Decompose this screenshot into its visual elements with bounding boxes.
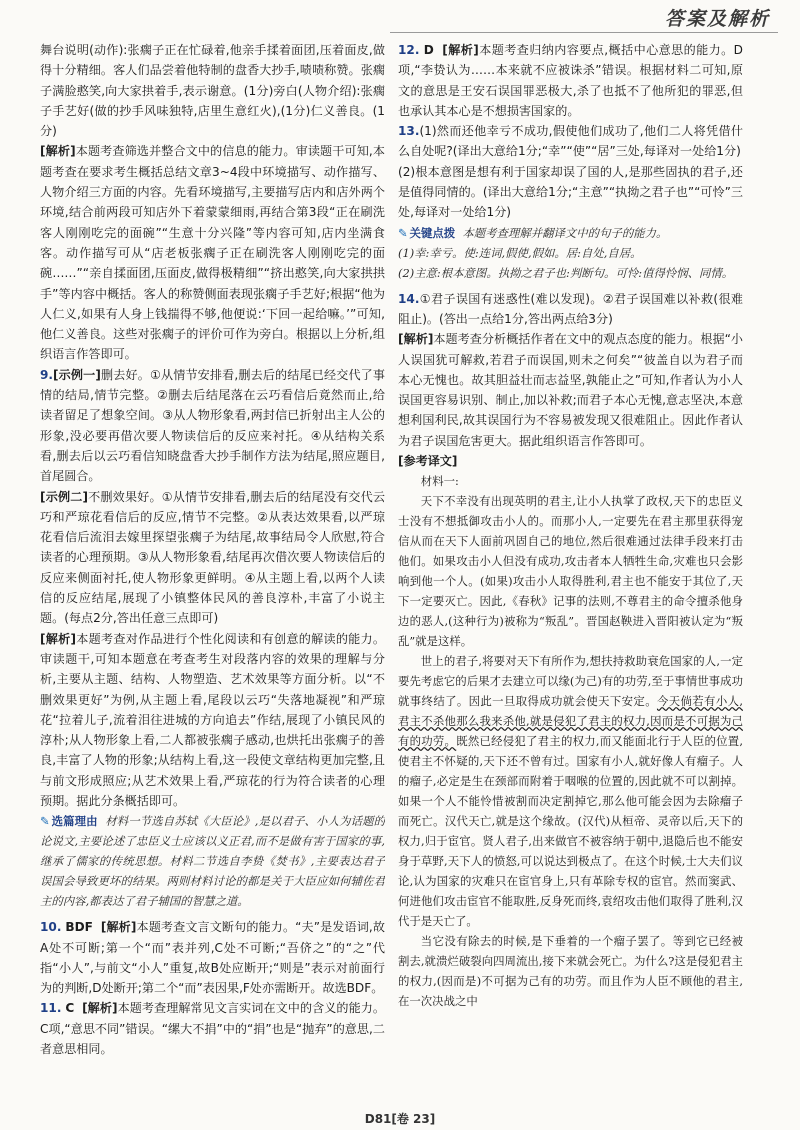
q13-answer-2: (2)根本意图是想有利于国家却误了国的人,是那些固执的君子,还是值得同情的。(译出大意给1分;“主意”“执拗之君子也”“可怜”三处,每译对一处给1分) [398,164,743,220]
material-1-label: 材料一: [420,474,459,489]
translation-paragraph-2 [398,651,743,931]
left-column [40,40,385,1095]
q13-answer-1-text: (1)然而还他幸亏不成功,假使他们成功了,他们二人将凭借什么自处呢?(译出大意给1分;“幸”“使”“居”三处,每译对一处给1分) [398,124,743,159]
selection-reason-text: 材料一节选自苏轼《大臣论》,是以君子、小人为话题的论说文,主要论述了忠臣义士应该以义正君,而不是做有害于国家的事,继承了儒家的传统思想。材料二节选自李贽《焚书》,主要表达君子误国会导致更坏的结果。两则材料讨论的都是关于大臣应如何辅佐君主的内容,都表达了君子辅国的智慧之道。 [40,814,385,909]
right-column [398,40,743,1095]
q9-example-1 [40,365,385,487]
key-point-label: 关键点拨 [409,225,456,240]
q14-analysis-text: 本题考查分析概括作者在文中的观点态度的能力。根据“小人误国犹可解救,若君子而误国,则未之何矣”“彼盖自以为君子而本心无愧也。故其胆益壮而志益坚,孰能止之”可知,作者认为小人误国更容易识别、制止,加以补救;而君子本心无愧,意志坚决,本意想利国利民,故其误国行为不容易被发现又很难阻止。因此作者认为君子误国危害更大。据此组织语言作答即可。 [398,332,743,448]
key-point-text-1: 本题考查理解并翻译文中的句子的能力。 [462,225,668,240]
page-number: D81[卷 23] [364,1112,436,1126]
q9-example-2-text: 不删效果好。①从情节安排看,删去后的结尾没有交代云巧和严琼花看信后的反应,情节不完整。②从表达效果看,以严琼花看信后流泪去嫁里探望张瘸子为结尾,故事结局令人欣慰,符合读者的心理预期。③从人物形象看,结尾再次借次要人物读信后的反应来侧面衬托,使人物形象更鲜明。④从主题上看,以两个人读信的反应结尾,展现了小镇整体民风的善良淳朴,丰富了小说主题。(每点2分,答出任意三点即可) [40,489,385,626]
header-rule [390,32,778,33]
q13-answer-1 [398,121,743,162]
q9-number: 9. [40,367,54,382]
q13-number: 13. [398,124,420,139]
analysis-tag: [解析] [82,1001,118,1016]
q8-analysis [40,141,385,364]
q11-number: 11. [40,1001,62,1016]
q14-analysis [398,329,743,451]
translation-p2-start: 世上的君子,将要对天下有所作为,想扶持救助衰危国家的人,一定要先考虑它的后果才去建立可以缘(为己)有的功劳,至于事情世事成功就事终结了。因此一旦取得成功就会使天下安定。 [398,654,743,709]
q12-analysis-text: 本题考查归纳内容要点,概括中心意思的能力。D项,“李贽认为……本来就不应被诛杀”错误。根据材料二可知,原文的意思是王安石误国罪恶极大,杀了也抵不了他所犯的罪恶,但也承认其本心是不想损害国家的。 [398,43,743,118]
q14-number: 14. [398,291,420,306]
q12-choice: D [423,43,434,57]
example-1-tag: [示例一] [53,367,101,382]
key-point-2: (1)幸:幸亏。使:连词,假使,假如。居:自处,自居。 [398,245,642,260]
q14-answer [398,289,743,330]
reference-translation-tag: [参考译文] [398,454,458,469]
q9-analysis-text: 本题考查对作品进行个性化阅读和有创意的解读的能力。审读题干,可知本题意在考查考生对段落内容的效果的理解与分析,主要从主题、结构、人物塑造、艺术效果等方面分析。以“不删效果更好”为例,从主题上看,尾段以云巧“失落地凝视”和严琼花“拉着儿子,流着泪往进城的方向追去”作结,展现了小镇民风的淳朴;从人物形象上看,二人都被张瘸子感动,也烘托出张瘸子的善良,丰富了人物的形象;从结构上看,这一段使文章结构更加完整,且与前文形成照应;从艺术效果上看,严琼花的行为符合读者的心理预期。据此分条概括即可。 [40,631,385,808]
q8-answer-tail: 舞台说明(动作):张瘸子正在忙碌着,他亲手揉着面团,压着面皮,做得十分精细。客人们品尝着他特制的盘香大抄手,啧啧称赞。张瘸子满脸憨笑,向大家拱着手,表示谢意。(1分)旁白(人物介绍):张瘸子手艺好(做的抄手风味独特,店里生意红火),(1分)仁义善良。(1分) [40,43,385,139]
q10-answer [40,917,385,998]
translation-paragraph-3: 当它没有除去的时候,是下垂着的一个瘤子罢了。等到它已经被割去,就溃烂破裂向四周流出,接下来就会死亡。为什么?这是侵犯君主的权力,(因而是)不可据为己有的功劳。而且作为人臣不顾他的君主,在一次决战之中 [398,934,743,1009]
pen-icon: ✎ [398,225,408,240]
q10-number: 10. [40,920,62,935]
q12-answer [398,40,743,121]
example-2-tag: [示例二] [40,489,88,504]
selection-reason-label: 选篇理由 [51,814,98,829]
q12-number: 12. [398,43,420,57]
selection-reason [40,811,385,911]
q14-answer-text: ①君子误国有迷惑性(难以发现)。②君子误国难以补救(很难阻止)。(答出一点给1分,答出两点给3分) [398,291,743,326]
key-point-3: (2)主意:根本意图。执拗之君子也:判断句。可怜:值得怜悯、同情。 [398,265,734,280]
analysis-tag: [解析] [398,332,434,347]
q9-example-2 [40,487,385,629]
q8-analysis-text: 本题考查筛选并整合文中的信息的能力。审读题干可知,本题考查在要求考生概括总结文章3~4段中环境描写、动作描写、人物介绍三方面的内容。先看环境描写,主要描写店内和店外两个环境,结合前两段可知店外下着蒙蒙细雨,再结合第3段“正在刷洗客人刚刚吃完的面碗”“生意十分兴隆”等内容可知,店内坐满食客。动作描写可从“店老板张瘸子正在刷洗客人刚刚吃完的面碗……”“亲自揉面团,压面皮,做得极精细”“挤出憨笑,向大家拱拱手”等内容中概括。客人的称赞侧面表现张瘸子手艺好;根据“他为人仁义,如果有人身上钱揣得不够,他便说:‘下回一起给嘛。’”可知,他仁义善良。这些对张瘸子的评价可作为旁白。根据以上分析,组织语言作答即可。 [40,144,385,362]
analysis-tag: [解析] [40,144,76,159]
q9-example-1-text: 删去好。①从情节安排看,删去后的结尾已经交代了事情的结局,情节完整。②删去后结尾落在云巧看信后竟然而止,给读者留足了想象空间。③从人物形象看,两封信已折射出主人公的形象,没必要再借次要人物读信后的反应来衬托。④从结构关系看,删去后以云巧看信知晓盘香大抄手制作方法为结尾,照应题目,首尾圆合。 [40,367,385,484]
q10-analysis-text: 本题考查文言文断句的能力。“夫”是发语词,故A处不可断;第一个“而”表并列,C处不可断;“吾侪之”的“之”代指“小人”,与前文“小人”重复,故B处应断开;“则是”表示对前面行为的判断,D处断开;第二个“而”表因果,F处亦需断开。故选BDF。 [40,920,385,996]
translation-paragraph-1: 天下不幸没有出现英明的君主,让小人执掌了政权,天下的忠臣义士没有不想抵御攻击小人的。而那小人,一定要先在君主那里获得宠信从而在天下人面前巩固自己的地位,然后很难通过法律手段来打击他们。如果攻击小人但没有成功,攻击者本人牺牲生命,灾难也只会影响到他一个人。(如果)攻击小人取得胜利,君主也不能安于其位了,天下一定要灭亡。因此,《春秋》记事的法则,不尊君主的命令擅杀他身边的恶人,(这种行为)被称为“叛乱”。晋国赵鞅进入晋阳被认定为“叛乱”就是这样。 [398,494,743,649]
translation-underlined-sentence: 今天倘若有小人,君主不杀他那么我来杀他,就是侵犯了君主的权力,因而是不可据为己有的功劳。 [398,694,743,749]
q10-choice: BDF [65,920,93,935]
q11-answer [40,998,385,1059]
analysis-tag: [解析] [40,631,77,646]
header-title: 答案及解析 [664,8,770,30]
analysis-tag: [解析] [100,920,137,935]
q11-analysis-text: 本题考查理解常见文言实词在文中的含义的能力。C项,“意思不同”错误。“缧大不捐”中的“捐”也是“抛弃”的意思,二者意思相同。 [40,1001,385,1057]
q9-analysis [40,629,385,812]
pen-icon: ✎ [40,814,50,829]
translation-p2-rest: 既然已经侵犯了君主的权力,而又能面北行于人臣的位置,使君主不怀疑的,天下还不曾有过。国家有小人,就好像人有瘤子。人的瘤子,必定是生在颈部而附着于咽喉的位置的,因此就不可以割掉。如果一个人不能怜惜被割而决定割掉它,那么他可能会因为去除瘤子而死亡。汉代天亡,就是这个缘故。(汉代)从桓帝、灵帝以后,天下的权力,归于宦官。贤人君子,出来做官不被容纳于朝中,退隐后也不能安身于草野,天下人的愤怒,可以说达到极点了。在这个时候,士大夫们议论,认为国家的灾难只在宦官身上,只有革除专权的宦官。然而窦武、何进他们攻击宦官不能取胜,反身死而终,袁绍攻击他们取得了胜利,汉代于是天亡了。 [398,734,743,929]
q11-choice: C [65,1001,75,1016]
key-point [398,223,743,243]
analysis-tag: [解析] [442,43,479,57]
